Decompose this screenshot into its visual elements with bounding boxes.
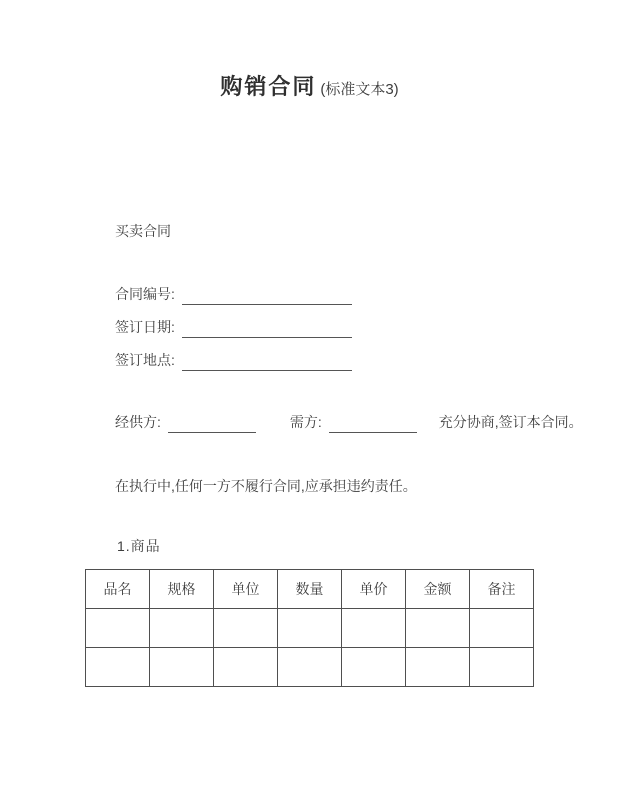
goods-table-row [86, 648, 534, 687]
goods-cell [342, 648, 406, 687]
goods-header-specification: 规格 [150, 570, 214, 609]
goods-header-unit: 单位 [214, 570, 278, 609]
goods-section-heading: 1.商品 [117, 538, 161, 554]
document-title-row [0, 70, 619, 101]
sign-date-row [115, 317, 352, 338]
sign-date-blank-line [182, 323, 352, 338]
contract-number-row [115, 284, 352, 305]
goods-cell [214, 648, 278, 687]
goods-table-row [86, 609, 534, 648]
sign-date-label: 签订日期: [115, 319, 175, 335]
supplier-label: 经供方: [115, 414, 161, 430]
goods-header-amount: 金额 [406, 570, 470, 609]
goods-table [85, 569, 534, 687]
goods-cell [278, 609, 342, 648]
sign-place-row [115, 350, 352, 371]
contract-number-label: 合同编号: [115, 286, 175, 302]
goods-cell [406, 648, 470, 687]
agreement-text: 充分协商,签订本合同。 [438, 414, 583, 430]
goods-cell [214, 609, 278, 648]
goods-header-remarks: 备注 [470, 570, 534, 609]
goods-cell [278, 648, 342, 687]
breach-clause-text: 在执行中,任何一方不履行合同,应承担违约责任。 [115, 478, 417, 494]
goods-table-header-row [86, 570, 534, 609]
document-title-note: (标准文本3) [320, 81, 399, 98]
goods-cell [406, 609, 470, 648]
goods-header-unit-price: 单价 [342, 570, 406, 609]
goods-cell [86, 648, 150, 687]
goods-cell [470, 648, 534, 687]
contract-number-blank-line [182, 290, 352, 305]
contract-type-label: 买卖合同 [115, 223, 171, 239]
goods-cell [150, 609, 214, 648]
buyer-label: 需方: [289, 414, 322, 430]
goods-cell [470, 609, 534, 648]
parties-row [115, 412, 583, 433]
goods-header-quantity: 数量 [278, 570, 342, 609]
goods-cell [150, 648, 214, 687]
supplier-blank-line [168, 418, 256, 433]
sign-place-label: 签订地点: [115, 352, 175, 368]
buyer-blank-line [329, 418, 417, 433]
sign-place-blank-line [182, 356, 352, 371]
document-title: 购销合同 [220, 74, 317, 99]
goods-cell [342, 609, 406, 648]
goods-header-product-name: 品名 [86, 570, 150, 609]
goods-cell [86, 609, 150, 648]
